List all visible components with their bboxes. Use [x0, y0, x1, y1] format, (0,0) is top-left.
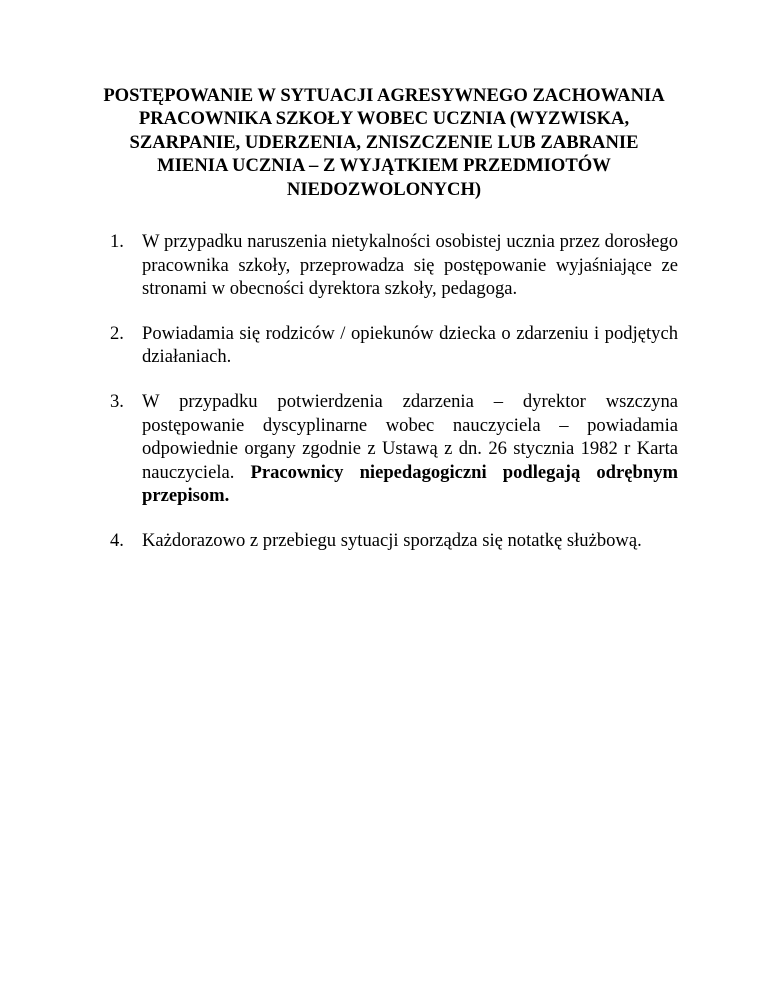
title-line: POSTĘPOWANIE W SYTUACJI AGRESYWNEGO ZACHOWANIA — [103, 85, 665, 106]
list-item — [110, 322, 678, 369]
item-text-container — [142, 390, 678, 508]
list-item — [110, 529, 678, 553]
item-text: Każdorazowo z przebiegu sytuacji sporządza się notatkę służbową. — [142, 529, 642, 551]
item-bold-text: Pracownicy niepedagogiczni podlegają odrębnym przepisom. — [142, 461, 678, 507]
item-number: 3. — [110, 390, 124, 412]
document-title — [90, 84, 678, 201]
item-number: 1. — [110, 231, 124, 252]
item-number: 2. — [110, 322, 124, 344]
item-number: 4. — [110, 529, 124, 551]
procedure-list — [110, 230, 678, 574]
title-line: NIEDOZWOLONYCH) — [286, 178, 482, 200]
list-item — [110, 230, 678, 301]
list-item — [110, 390, 678, 508]
item-text: W przypadku naruszenia nietykalności osobistej ucznia przez dorosłego pracownika szkoły, przeprowadza się postępowanie wyjaśniające ze stronami w obecności dyrektora szkoły, pedagoga. — [142, 231, 678, 300]
item-text: Powiadamia się rodziców / opiekunów dziecka o zdarzeniu i podjętych działaniach. — [142, 322, 678, 368]
title-line: MIENIA UCZNIA – Z WYJĄTKIEM PRZEDMIOTÓW — [157, 155, 611, 177]
title-line: PRACOWNIKA SZKOŁY WOBEC UCZNIA (WYZWISKA, — [138, 108, 630, 130]
title-line: SZARPANIE, UDERZENIA, ZNISZCZENIE LUB ZABRANIE — [129, 131, 639, 153]
item-text: W przypadku potwierdzenia zdarzenia – dyrektor wszczyna postępowanie dyscyplinarne wobec nauczyciela – powiadamia odpowiednie organy zgodnie z Ustawą z dn. 26 stycznia 1982 r Karta nauczyciela. — [142, 390, 678, 483]
